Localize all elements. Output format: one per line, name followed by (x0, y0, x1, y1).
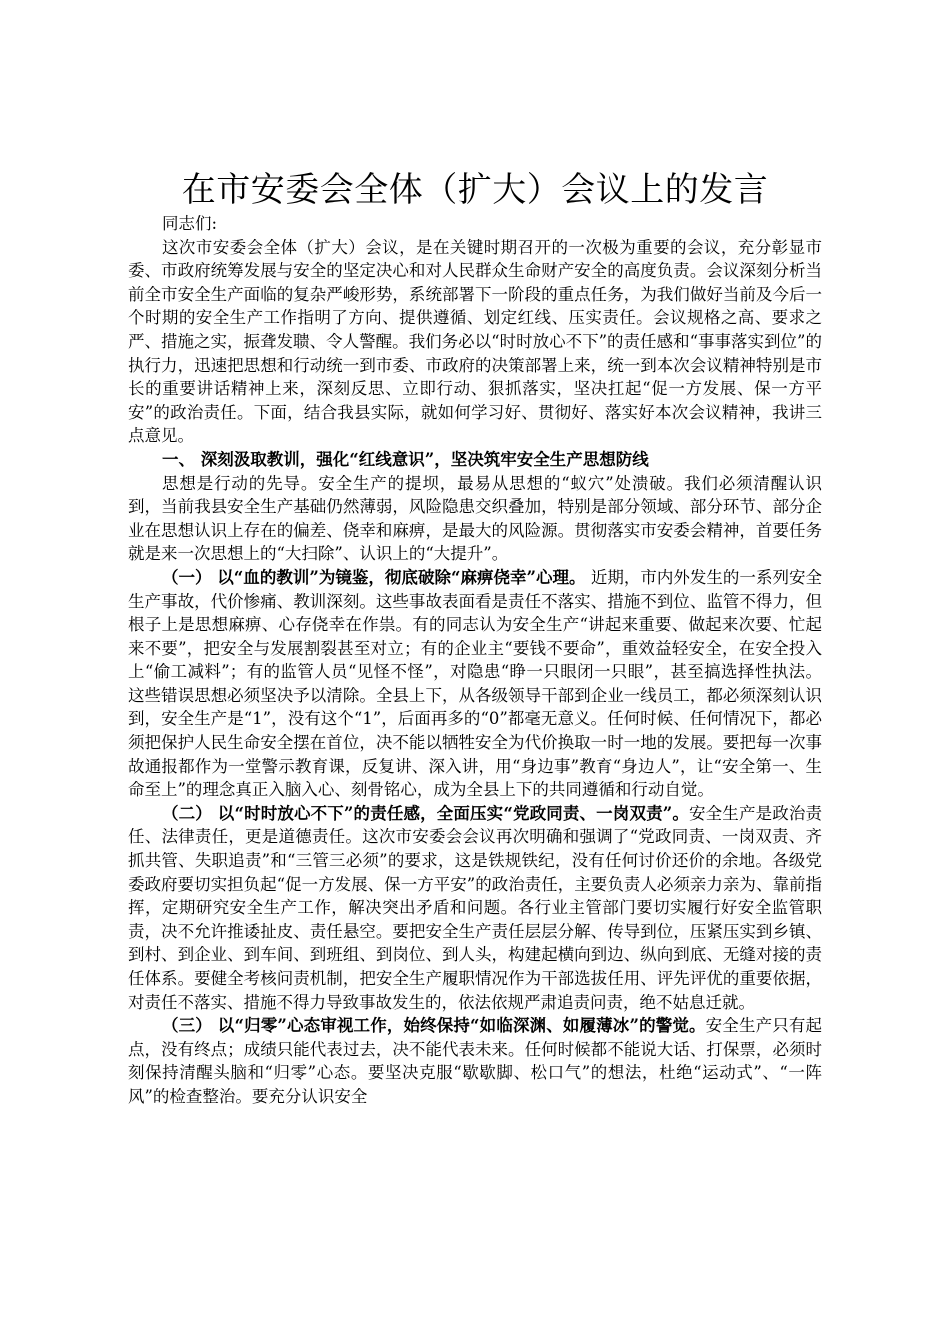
item-2-body: 安全生产是政治责任、法律责任，更是道德责任。这次市安委会会议再次明确和强调了“党政同责、一岗双责、齐抓共管、失职追责”和“三管三必须”的要求，这是铁规铁纪，没有任何讨价还价的余地。各级党委政府要切实担负起“促一方发展、保一方平安”的政治责任，主要负责人必须亲力亲为、靠前指挥，定期研究安全生产工作，解决突出矛盾和问题。各行业主管部门要切实履行好安全监管职责，决不允许推诿扯皮、责任悬空。要把安全生产责任层层分解、传导到位，压紧压实到乡镇、到村、到企业、到车间、到班组、到岗位、到人头，构建起横向到边、纵向到底、无缝对接的责任体系。要健全考核问责机制，把安全生产履职情况作为干部选拔任用、评先评优的重要依据，对责任不落实、措施不得力导致事故发生的，依法依规严肃追责问责，绝不姑息迁就。 (128, 803, 823, 1012)
salutation: 同志们: (162, 214, 218, 233)
item-1-body: 近期，市内外发生的一系列安全生产事故，代价惨痛、教训深刻。这些事故表面看是责任不落实、措施不到位、监管不得力，但根子上是思想麻痹、心存侥幸在作祟。有的同志认为安全生产“讲起来重要、做起来次要、忙起来不要”，把安全与发展割裂甚至对立；有的企业主“要钱不要命”，重效益轻安全，在安全投入上“偷工减料”；有的监管人员“见怪不怪”，对隐患“睁一只眼闭一只眼”，甚至搞选择性执法。这些错误思想必须坚决予以清除。全县上下，从各级领导干部到企业一线员工，都必须深刻认识到，安全生产是“1”，没有这个“1”，后面再多的“0”都毫无意义。任何时候、任何情况下，都必须把保护人民生命安全摆在首位，决不能以牺牲安全为代价换取一时一地的发展。要把每一次事故通报都作为一堂警示教育课，反复讲、深入讲，用“身边事”教育“身边人”，让“安全第一、生命至上”的理念真正入脑入心、刻骨铭心，成为全县上下的共同遵循和行动自觉。 (128, 567, 822, 800)
section-1-item-2 (128, 802, 822, 1014)
item-3-body: 安全生产只有起点，没有终点；成绩只能代表过去，决不能代表未来。任何时候都不能说大话、打保票，必须时刻保持清醒头脑和“归零”心态。要坚决克服“歇歇脚、松口气”的想法，杜绝“运动式”、“一阵风”的检查整治。要充分认识安全 (128, 1016, 823, 1106)
document-page (128, 168, 822, 1109)
intro-paragraph: 这次市安委会全体（扩大）会议，是在关键时期召开的一次极为重要的会议，充分彰显市委、市政府统筹发展与安全的坚定决心和对人民群众生命财产安全的高度负责。会议深刻分析当前全市安全生产面临的复杂严峻形势，系统部署下一阶段的重点任务，为我们做好当前及今后一个时期的安全生产工作指明了方向、提供遵循、划定红线、压实责任。会议规格之高、要求之严、措施之实，振聋发聩、令人警醒。我们务必以“时时放心不下”的责任感和“事事落实到位”的执行力，迅速把思想和行动统一到市委、市政府的决策部署上来，统一到本次会议精神特别是市长的重要讲话精神上来，深刻反思、立即行动、狠抓落实，坚决扛起“促一方发展、保一方平安”的政治责任。下面，结合我县实际，就如何学习好、贯彻好、落实好本次会议精神，我讲三点意见。 (128, 237, 822, 446)
section-1-item-3 (128, 1014, 822, 1108)
section-1-item-1 (128, 566, 822, 802)
item-1-heading: （一） 以“血的教训”为镜鉴，彻底破除“麻痹侥幸”心理。 (162, 567, 586, 587)
section-1-intro: 思想是行动的先导。安全生产的提坝，最易从思想的“蚁穴”处溃破。我们必须清醒认识到，当前我县安全生产基础仍然薄弱，风险隐患交织叠加，特别是部分领域、部分环节、部分企业在思想认识上存在的偏差、侥幸和麻痹，是最大的风险源。贯彻落实市安委会精神，首要任务就是来一次思想上的“大扫除”、认识上的“大提升”。 (128, 473, 822, 564)
section-1-heading: 一、 深刻汲取教训，强化“红线意识”，坚决筑牢安全生产思想防线 (162, 449, 649, 469)
item-3-heading: （三） 以“归零”心态审视工作，始终保持“如临深渊、如履薄冰”的警觉。 (162, 1016, 706, 1036)
document-title: 在市安委会全体（扩大）会议上的发言 (181, 170, 769, 210)
item-2-heading: （二） 以“时时放心不下”的责任感，全面压实“党政同责、一岗双责”。 (162, 803, 690, 823)
